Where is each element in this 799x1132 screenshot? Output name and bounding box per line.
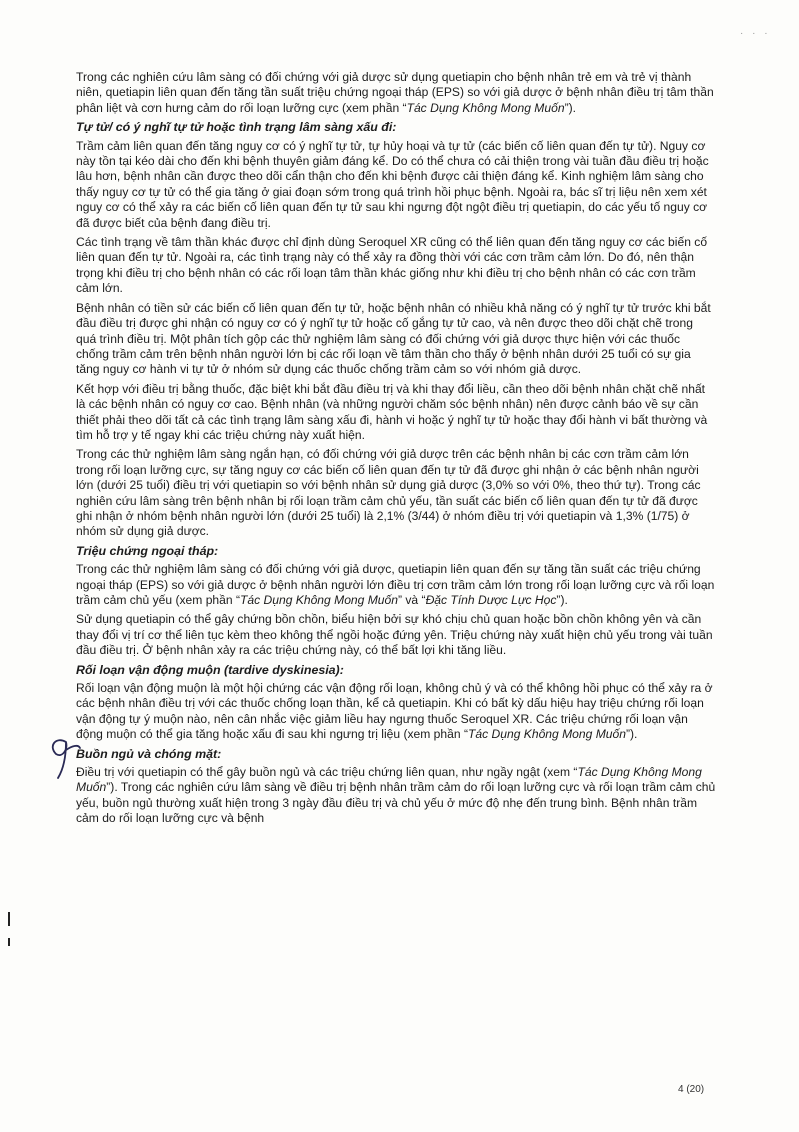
text-segment: Kết hợp với điều trị bằng thuốc, đặc biệt khi bắt đầu điều trị và khi thay đổi liều, cần theo dõi bệnh nhân chặt chẽ nhất là các bệnh nhân có nguy cơ cao. Bệnh nhân (và những người chăm sóc bệnh nhân) nên được cảnh báo về sự cần thiết phải theo dõi tất cả các tình trạng lâm sàng xấu đi, hành vi hoặc ý nghĩ tự tử hoặc thay đổi hành vi bất thường và tìm hỗ trợ y tế ngay khi các triệu chứng này xuất hiện. xyxy=(76,381,708,442)
italic-reference: Tác Dụng Không Mong Muốn xyxy=(76,765,702,795)
body-paragraph xyxy=(76,612,716,658)
body-paragraph xyxy=(76,447,716,539)
section-heading: Triệu chứng ngoại tháp: xyxy=(76,543,219,558)
scan-specks: · · · xyxy=(740,28,771,39)
body-paragraph xyxy=(76,139,716,231)
text-segment: Trầm cảm liên quan đến tăng nguy cơ có ý nghĩ tự tử, tự hủy hoại và tự tử (các biến cố liên quan đến tự tử). Nguy cơ này tồn tại kéo dài cho đến khi bệnh thuyên giảm đáng kể. Do có thể chưa có cải thiện trong vài tuần đầu điều trị hoặc lâu hơn, bệnh nhân cần được theo dõi cẩn thận cho đến khi bệnh được cải thiện đáng kể. Kinh nghiệm lâm sàng cho thấy nguy cơ tự tử có thể gia tăng ở giai đoạn sớm trong quá trình hồi phục bệnh. Ngoài ra, bác sĩ trị liệu nên xem xét nguy cơ có thể xảy ra các biến cố liên quan đến tự tử sau khi ngưng đột ngột điều trị quetiapin, do các yếu tố nguy cơ đã được biết của bệnh đang điều trị. xyxy=(76,138,709,230)
italic-reference: Tác Dụng Không Mong Muốn xyxy=(406,100,565,115)
text-segment: ”). xyxy=(564,100,576,115)
italic-reference: Tác Dụng Không Mong Muốn xyxy=(240,593,398,607)
section-heading: Rối loạn vận động muộn (tardive dyskinesia): xyxy=(76,662,344,677)
text-segment: Sử dụng quetiapin có thể gây chứng bồn chồn, biểu hiện bởi sự khó chịu chủ quan hoặc bồn chồn không yên và cần thay đổi vị trí cơ thể liên tục kèm theo không thể ngồi hoặc đứng yên. Triệu chứng này xuất hiện chủ yếu trong vài tuần đầu điều trị. Ở bệnh nhân xảy ra các triệu chứng này, có thể bất lợi khi tăng liều. xyxy=(76,612,713,658)
text-segment: ”). xyxy=(556,593,568,607)
text-segment: ”). xyxy=(625,727,638,742)
text-segment: Trong các thử nghiệm lâm sàng ngắn hạn, có đối chứng với giả dược trên các bệnh nhân bị các cơn trầm cảm lớn trong rối loạn lưỡng cực, sự tăng nguy cơ các biến cố liên quan đến tự tử đã được ghi nhận ở các bệnh nhân người lớn (dưới 25 tuổi) điều trị với quetiapin so với bệnh nhân sử dụng giả dược (3,0% so với 0%, theo thứ tự). Trong các nghiên cứu lâm sàng trên bệnh nhân bị rối loạn trầm cảm chủ yếu, tần suất các biến cố liên quan đến tự tử đã được ghi nhận ở nhóm bệnh nhân người lớn (dưới 25 tuổi) là 2,1% (3/44) ở nhóm điều trị với quetiapin và 1,3% (1/75) ở nhóm sử dụng giả dược. xyxy=(76,447,701,539)
page-number: 4 (20) xyxy=(678,1084,705,1095)
italic-reference: Tác Dụng Không Mong Muốn xyxy=(467,727,626,742)
body-paragraph xyxy=(76,562,716,608)
body-paragraph xyxy=(76,382,716,444)
text-segment: Các tình trạng về tâm thần khác được chỉ định dùng Seroquel XR cũng có thể liên quan đến tăng nguy cơ các biến cố liên quan đến tự tử. Ngoài ra, các tình trạng này có thể xảy ra đồng thời với các cơn trầm cảm lớn. Do đó, nên thận trọng khi điều trị cho bệnh nhân có các rối loạn tâm thần khác giống như khi điều trị cho bệnh nhân có các cơn trầm cảm lớn. xyxy=(76,235,708,296)
body-paragraph xyxy=(76,765,716,827)
body-paragraph xyxy=(76,70,716,116)
body-paragraph xyxy=(76,681,716,743)
text-segment: Bệnh nhân có tiền sử các biến cố liên quan đến tự tử, hoặc bệnh nhân có nhiều khả năng có ý nghĩ tự tử trước khi bắt đầu điều trị được ghi nhận có nguy cơ có ý nghĩ tự tử hoặc cố gắng tự tử cao, và nên được theo dõi chặt chẽ trong quá trình điều trị. Một phân tích gộp các thử nghiệm lâm sàng có đối chứng với giả dược thực hiện với các thuốc chống trầm cảm trên bệnh nhân người lớn bị các rối loạn về tâm thần cho thấy ở bệnh nhân dưới 25 tuổi có sự gia tăng nguy cơ hành vi tự tử ở nhóm sử dụng các thuốc chống trầm cảm so với nhóm giả dược. xyxy=(76,300,711,377)
text-segment: ”). Trong các nghiên cứu lâm sàng về điều trị bệnh nhân trầm cảm do rối loạn lưỡng cực và rối loạn trầm cảm chủ yếu, buồn ngủ thường xuất hiện trong 3 ngày đầu điều trị và chủ yếu ở mức độ nhẹ đến trung bình. Bệnh nhân trầm cảm do rối loạn lưỡng cực và bệnh xyxy=(76,780,716,826)
italic-reference: Đặc Tính Dược Lực Học xyxy=(425,593,557,607)
text-segment: ” và “ xyxy=(398,593,426,607)
body-paragraph xyxy=(76,235,716,297)
handwritten-initials-annotation xyxy=(44,728,84,788)
text-segment: Trong các nghiên cứu lâm sàng có đối chứng với giả dược sử dụng quetiapin cho bệnh nhân trẻ em và trẻ vị thành niên, quetiapin liên quan đến tăng tần suất triệu chứng ngoại tháp (EPS) so với giả dược ở bệnh nhân điều trị tâm thần phân liệt và cơn hưng cảm do rối loạn lưỡng cực (xem phần “ xyxy=(76,70,714,115)
text-segment: Trong các thử nghiệm lâm sàng có đối chứng với giả dược, quetiapin liên quan đến sự tăng tần suất các triệu chứng ngoại tháp (EPS) so với giả dược ở bệnh nhân người lớn điều trị cơn trầm cảm lớn trong rối loạn lưỡng cực và rối loạn trầm cảm chủ yếu (xem phần “ xyxy=(76,562,715,607)
text-segment: Điều trị với quetiapin có thể gây buồn ngủ và các triệu chứng liên quan, như ngầy ngật (xem “ xyxy=(76,765,578,780)
margin-scan-mark xyxy=(8,938,10,946)
text-segment: Rối loạn vận động muộn là một hội chứng các vận động rối loạn, không chủ ý và có thể không hồi phục có thể xảy ra ở các bệnh nhân điều trị với các thuốc chống loạn thần, kể cả quetiapin. Khi có bất kỳ dấu hiệu hay triệu chứng rối loạn vận động tự ý muộn nào, nên cân nhắc việc giảm liều hay ngưng thuốc Seroquel XR. Các triệu chứng rối loạn vận động muộn có thể gia tăng hoặc xấu đi sau khi ngưng trị liệu (xem phần “ xyxy=(76,681,713,742)
margin-scan-mark xyxy=(8,912,10,926)
document-body xyxy=(76,70,716,831)
body-paragraph xyxy=(76,301,716,378)
section-heading: Buồn ngủ và chóng mặt: xyxy=(76,746,222,761)
section-heading: Tự tử/ có ý nghĩ tự tử hoặc tình trạng lâm sàng xấu đi: xyxy=(76,120,397,135)
